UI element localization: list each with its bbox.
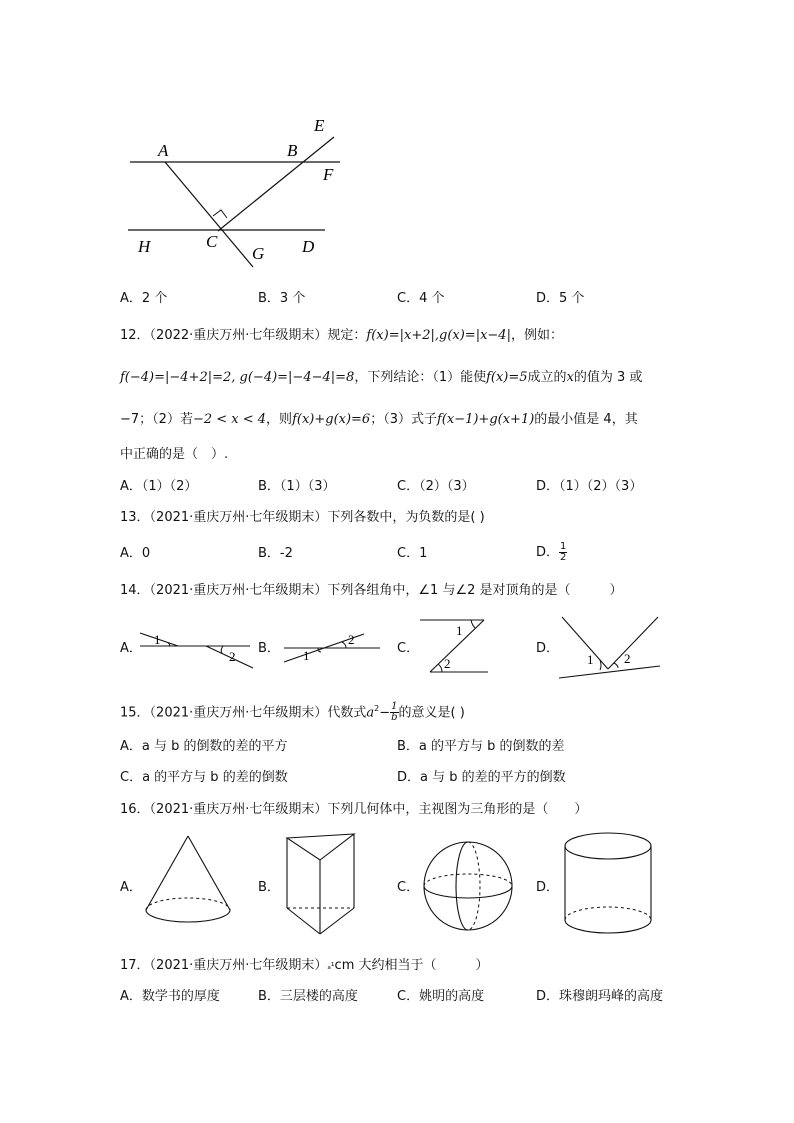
q14b-arc-2 xyxy=(342,642,346,648)
q12-text2: 成立的 xyxy=(527,370,567,385)
q14d-angle-2: 2 xyxy=(624,651,631,666)
q11-option-d: D．5 个 xyxy=(536,291,585,306)
q12-line-3 xyxy=(120,411,638,429)
q12-l3-e: 的最小值是 4，其 xyxy=(534,412,638,427)
q13-frac-num: 1 xyxy=(560,541,567,552)
q14a-angle-2: 2 xyxy=(229,649,236,664)
q15-option-b: B．a 的平方与 b 的倒数的差 xyxy=(397,739,565,754)
q13-option-d-label: D． xyxy=(536,545,560,560)
q14-title: 14．（2021·重庆万州·七年级期末）下列各组角中，∠1 与∠2 是对顶角的是（ ） xyxy=(120,583,623,598)
q17-option-b: B．三层楼的高度 xyxy=(258,989,358,1004)
q14-figure-c xyxy=(418,616,498,676)
label-h: H xyxy=(138,237,151,256)
q12-x: x xyxy=(566,370,574,385)
q12-number: 12． xyxy=(120,328,150,343)
q15-expr-sup: 2 xyxy=(374,704,380,713)
q14-figure-a xyxy=(138,622,258,672)
label-e: E xyxy=(314,116,325,135)
q17-option-a: A．数学书的厚度 xyxy=(120,989,220,1004)
q16-option-a-label: A． xyxy=(120,880,142,895)
q14-option-d-label: D． xyxy=(536,641,560,656)
cone-base-back xyxy=(146,898,230,910)
right-angle-mark xyxy=(213,210,227,218)
q14-option-c-label: C． xyxy=(397,641,420,656)
q15-expr-minus: − xyxy=(379,705,391,721)
sphere-equator-back xyxy=(424,874,512,886)
q15-option-d: D．a 与 b 的差的平方的倒数 xyxy=(397,770,566,785)
q11-option-c: C．4 个 xyxy=(397,291,445,306)
line-ce xyxy=(218,137,334,231)
q14c-angle-1: 1 xyxy=(456,623,463,638)
q15-frac-num: 1 xyxy=(391,701,398,713)
q13-option-d xyxy=(536,542,567,563)
label-d: D xyxy=(302,237,315,256)
q15-title-b: 的意义是( ) xyxy=(398,705,465,721)
q14d-arc-2 xyxy=(614,663,618,668)
label-a: A xyxy=(158,141,169,160)
line-ag xyxy=(165,162,253,267)
q12-example-eq: f(−4)=|−4+2|=2, g(−4)=|−4−4|=8 xyxy=(120,370,355,385)
q14b-angle-2: 2 xyxy=(348,632,355,647)
q11-option-a: A．2 个 xyxy=(120,291,168,306)
label-g: G xyxy=(252,244,265,263)
q14-option-a-label: A． xyxy=(120,641,142,656)
q16-option-b-label: B． xyxy=(258,880,280,895)
q12-option-a: A．（1）（2） xyxy=(120,479,198,494)
q15-frac-den: b xyxy=(391,712,398,724)
q12-l3-expr: f(x−1)+g(x+1) xyxy=(436,412,535,427)
q16-option-c-label: C． xyxy=(397,880,420,895)
cylinder-top xyxy=(565,833,651,859)
q12-def-g: g(x)=|x−4| xyxy=(439,328,511,343)
q11-option-b: B．3 个 xyxy=(258,291,306,306)
q13-option-c: C．1 xyxy=(397,546,428,561)
label-c: C xyxy=(206,232,218,251)
q13-title: 13．（2021·重庆万州·七年级期末）下列各数中，为负数的是( ) xyxy=(120,510,485,525)
q12-lead: 规定： xyxy=(327,328,367,343)
cone-left-edge xyxy=(146,836,188,910)
q12-eq2: f(x)=5 xyxy=(486,370,528,385)
q14d-arc-1 xyxy=(600,660,601,670)
q14-figure-b xyxy=(276,622,386,672)
q14d-angle-1: 1 xyxy=(587,652,594,667)
q12-option-d: D．（1）（2）（3） xyxy=(536,479,643,494)
q13-frac-den: 2 xyxy=(560,552,567,563)
q17-title-a: 17．（2021·重庆万州·七年级期末） xyxy=(120,958,328,973)
q12-def-f: f(x)=|x+2|, xyxy=(366,328,439,343)
q13-option-b: B．-2 xyxy=(258,546,293,561)
sphere-meridian-back xyxy=(468,842,480,930)
q14c-arc-1 xyxy=(471,620,475,628)
q12-option-b: B．（1）（3） xyxy=(258,479,336,494)
q12-line-4: 中正确的是（ ）. xyxy=(120,447,229,462)
label-b: B xyxy=(287,141,298,160)
q14b-angle-1: 1 xyxy=(303,648,310,663)
sphere-meridian-front xyxy=(456,842,468,930)
q16-option-d-label: D． xyxy=(536,880,560,895)
q12-source: （2022·重庆万州·七年级期末） xyxy=(149,328,328,343)
cylinder-base-back xyxy=(565,907,651,920)
cylinder-figure xyxy=(560,830,656,940)
q17-option-c: C．姚明的高度 xyxy=(397,989,485,1004)
q14a-arc-2 xyxy=(221,646,223,653)
triangular-prism-figure xyxy=(282,830,362,940)
cone-figure xyxy=(140,832,236,932)
q15-option-c: C．a 的平方与 b 的差的倒数 xyxy=(120,770,288,785)
q12-l3-d: ；（3）式子 xyxy=(370,412,437,427)
q12-l3-eq: f(x)+g(x)=6 xyxy=(292,412,371,427)
q14d-ray-2 xyxy=(608,617,658,669)
cylinder-base-front xyxy=(565,920,651,933)
prism-top-face xyxy=(287,834,354,860)
sphere-outline xyxy=(424,842,512,930)
sphere-equator-front xyxy=(424,886,512,898)
q12-line-1 xyxy=(120,327,563,345)
q12-option-c: C．（2）（3） xyxy=(397,479,475,494)
cone-right-edge xyxy=(188,836,230,910)
q14d-ray-1 xyxy=(562,617,608,669)
q15-title xyxy=(120,700,465,723)
q14c-arc-2 xyxy=(438,664,442,672)
sphere-figure xyxy=(420,838,516,934)
q17-title-b: cm 大约相当于（ ） xyxy=(334,958,489,973)
q17-blank: ₐ¹ xyxy=(327,962,335,972)
q12-l3-b: ；（2）若 xyxy=(139,412,193,427)
q15-option-a: A．a 与 b 的倒数的差的平方 xyxy=(120,739,288,754)
q11-figure xyxy=(120,110,360,270)
q14-figure-d xyxy=(556,612,666,682)
q17-title xyxy=(120,957,489,976)
q12-l3-c: ，则 xyxy=(266,412,293,427)
q12-l3-cond: −2 < x < 4 xyxy=(192,412,267,427)
q12-text: ，下列结论：（1）能使 xyxy=(354,370,487,385)
q13-option-a: A．0 xyxy=(120,546,151,561)
q15-title-a: 15．（2021·重庆万州·七年级期末）代数式 xyxy=(120,705,367,721)
q14a-angle-1: 1 xyxy=(154,632,161,647)
q14-option-b-label: B． xyxy=(258,641,280,656)
q15-expr-a: a xyxy=(366,705,375,721)
q12-line-2 xyxy=(120,369,642,387)
q17-option-d: D．珠穆朗玛峰的高度 xyxy=(536,989,664,1004)
q16-title: 16．（2021·重庆万州·七年级期末）下列几何体中，主视图为三角形的是（ ） xyxy=(120,802,588,817)
prism-bottom-right xyxy=(320,908,354,934)
q14c-angle-2: 2 xyxy=(444,656,451,671)
q15-fraction xyxy=(390,702,398,723)
prism-bottom-left xyxy=(287,908,320,934)
q12-text3: 的值为 3 或 xyxy=(573,370,643,385)
q12-l3-a: −7 xyxy=(120,412,140,427)
label-f: F xyxy=(323,165,334,184)
q12-example: ，例如： xyxy=(510,328,563,343)
q13-fraction xyxy=(559,542,567,563)
cone-base-front xyxy=(146,910,230,922)
